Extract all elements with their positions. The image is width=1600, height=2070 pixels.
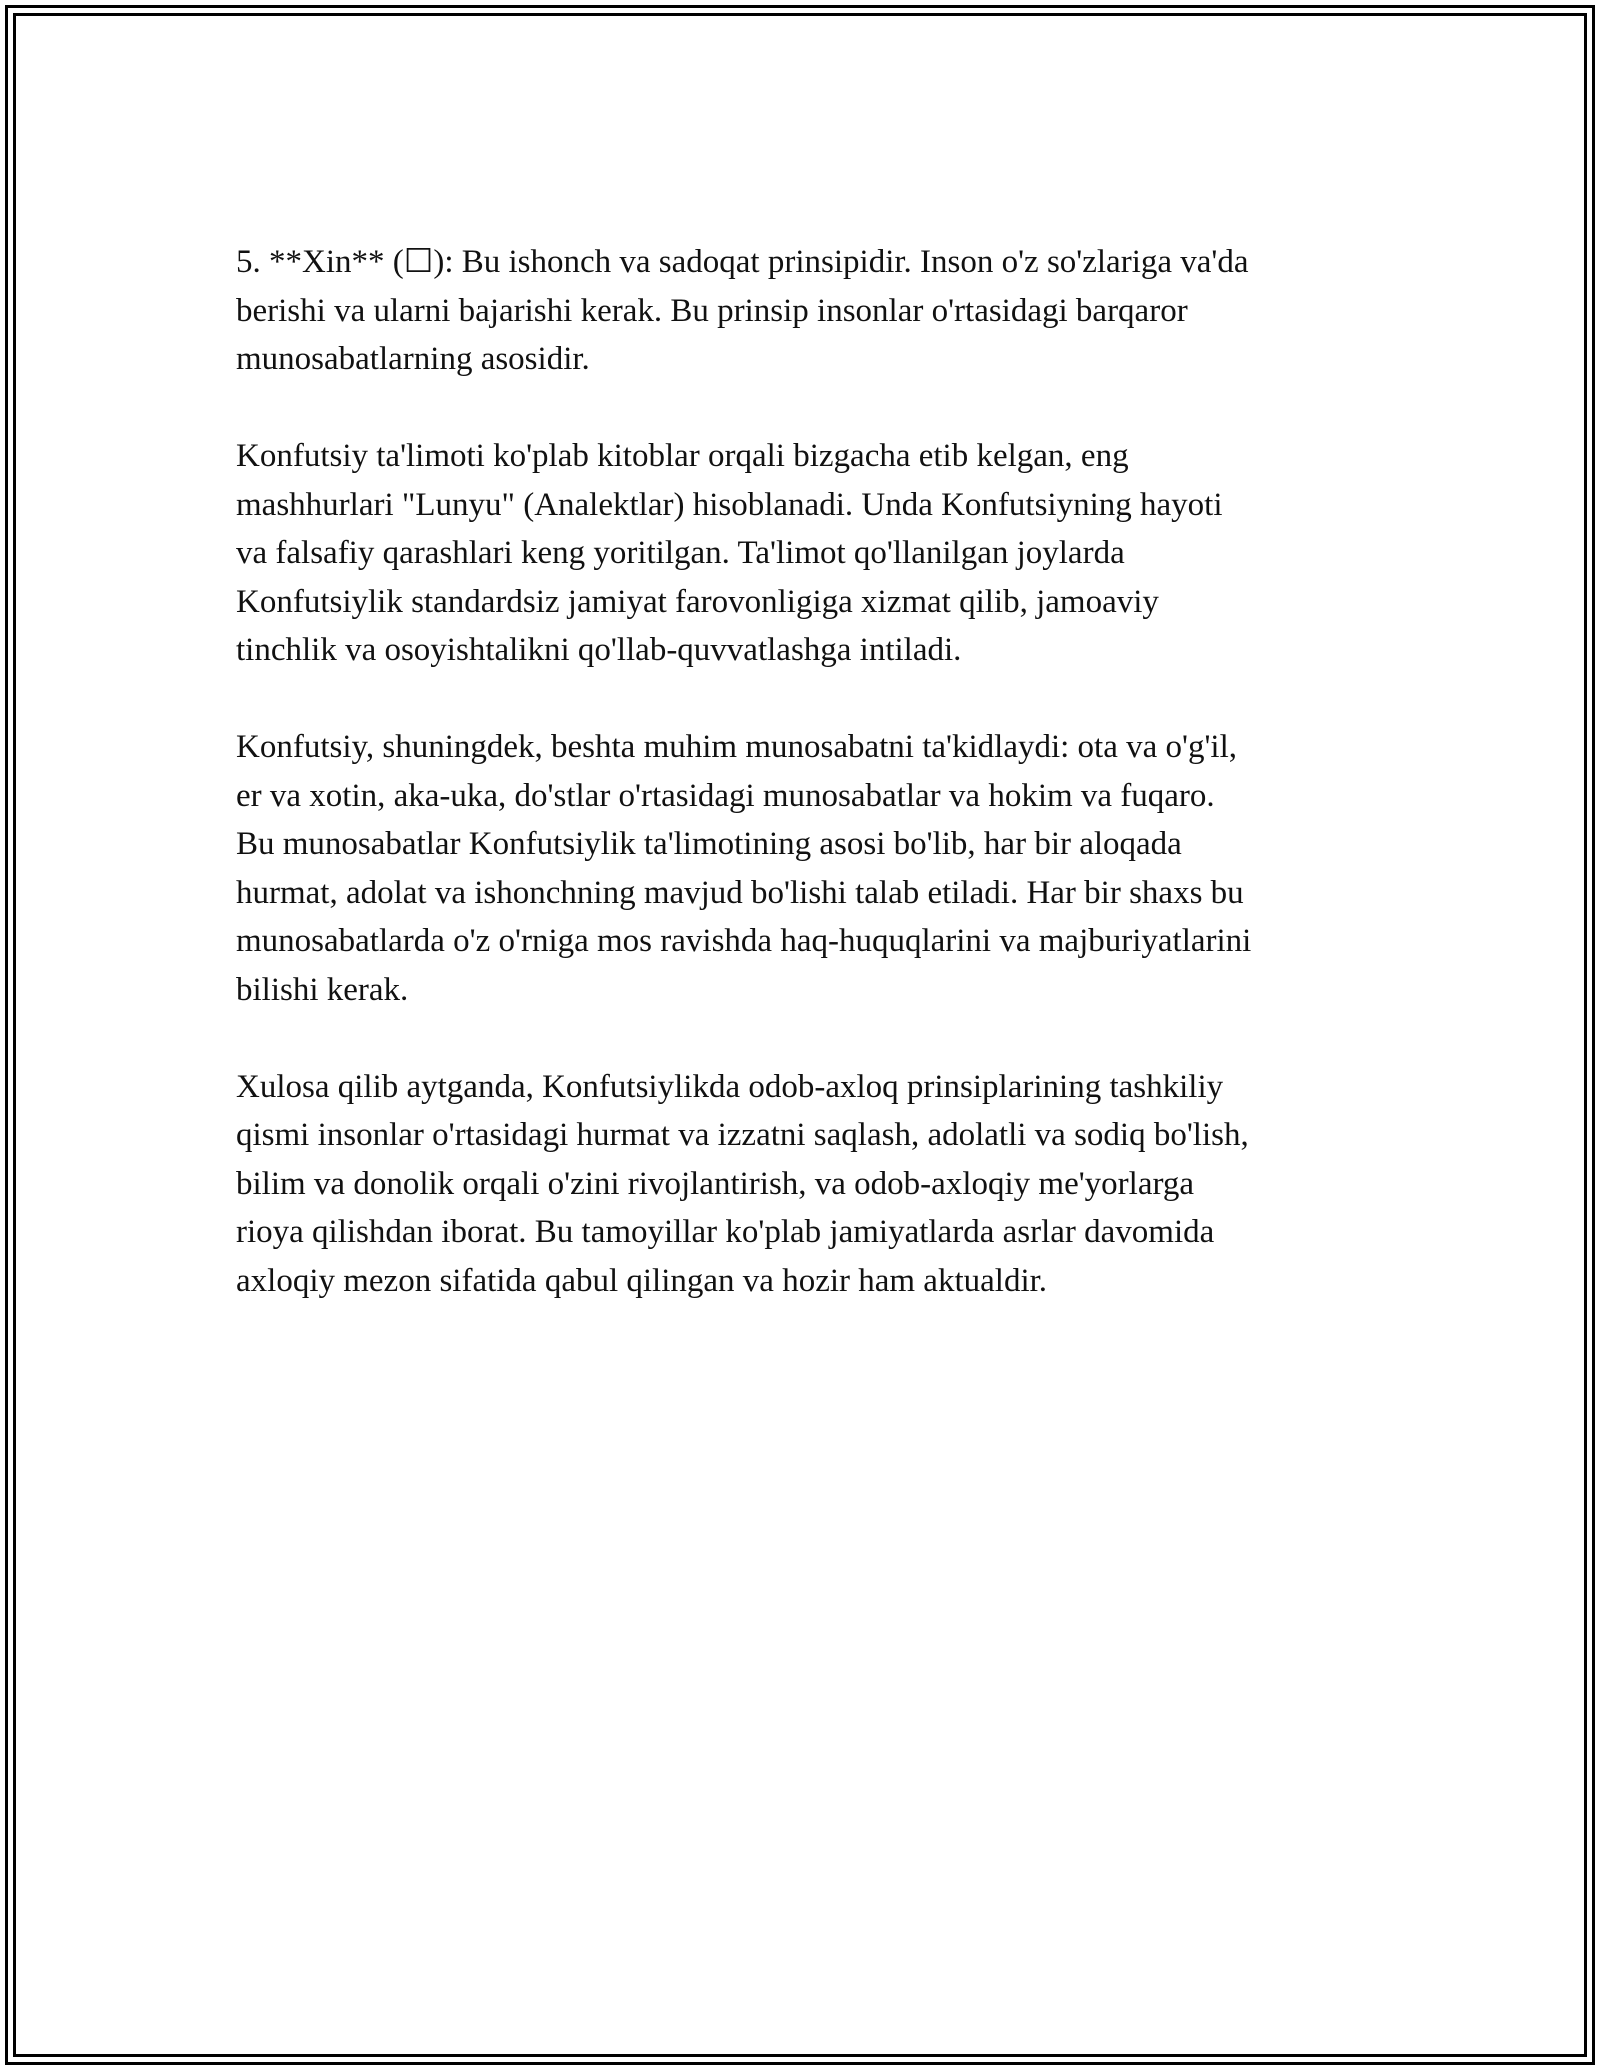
text-line: va falsafiy qarashlari keng yoritilgan. Ta'limot qo'llanilgan joylarda [236, 535, 1125, 571]
paragraph-2 [236, 432, 1386, 675]
text-line: munosabatlarda o'z o'rniga mos ravishda haq-huquqlarini va majburiyatlarini [236, 923, 1252, 959]
text-line: Konfutsiy ta'limoti ko'plab kitoblar orqali bizgacha etib kelgan, eng [236, 438, 1129, 474]
text-line: munosabatlarning asosidir. [236, 341, 590, 377]
paragraph-4 [236, 1063, 1386, 1306]
text-line: mashhurlari "Lunyu" (Analektlar) hisoblanadi. Unda Konfutsiyning hayoti [236, 486, 1223, 523]
text-line: Konfutsiylik standardsiz jamiyat farovonligiga xizmat qilib, jamoaviy [236, 583, 1159, 620]
text-line: rioya qilishdan iborat. Bu tamoyillar ko'plab jamiyatlarda asrlar davomida [236, 1214, 1215, 1250]
text-line: berishi va ularni bajarishi kerak. Bu prinsip insonlar o'rtasidagi barqaror [236, 292, 1188, 329]
text-line: qismi insonlar o'rtasidagi hurmat va izzatni saqlash, adolatli va sodiq bo'lish, [236, 1117, 1249, 1153]
text-line: Bu munosabatlar Konfutsiylik ta'limotining asosi bo'lib, har bir aloqada [236, 826, 1182, 862]
text-line: Xulosa qilib aytganda, Konfutsiylikda odob-axloq prinsiplarining tashkiliy [236, 1068, 1224, 1105]
paragraph-1 [236, 238, 1386, 384]
text-line: axloqiy mezon sifatida qabul qilingan va hozir ham aktualdir. [236, 1262, 1048, 1299]
text-line: hurmat, adolat va ishonchning mavjud bo'lishi talab etiladi. Har bir shaxs bu [236, 874, 1244, 911]
paragraph-3 [236, 723, 1386, 1014]
text-line: bilishi kerak. [236, 971, 409, 1008]
text-line: 5. **Xin** (☐): Bu ishonch va sadoqat prinsipidir. Inson o'z so'zlariga va'da [236, 244, 1249, 280]
document-body [236, 238, 1386, 1354]
text-line: tinchlik va osoyishtalikni qo'llab-quvvatlashga intiladi. [236, 632, 962, 668]
text-line: bilim va donolik orqali o'zini rivojlantirish, va odob-axloqiy me'yorlarga [236, 1165, 1195, 1202]
text-line: er va xotin, aka-uka, do'stlar o'rtasidagi munosabatlar va hokim va fuqaro. [236, 777, 1215, 814]
text-line: Konfutsiy, shuningdek, beshta muhim munosabatni ta'kidlaydi: ota va o'g'il, [236, 729, 1237, 765]
